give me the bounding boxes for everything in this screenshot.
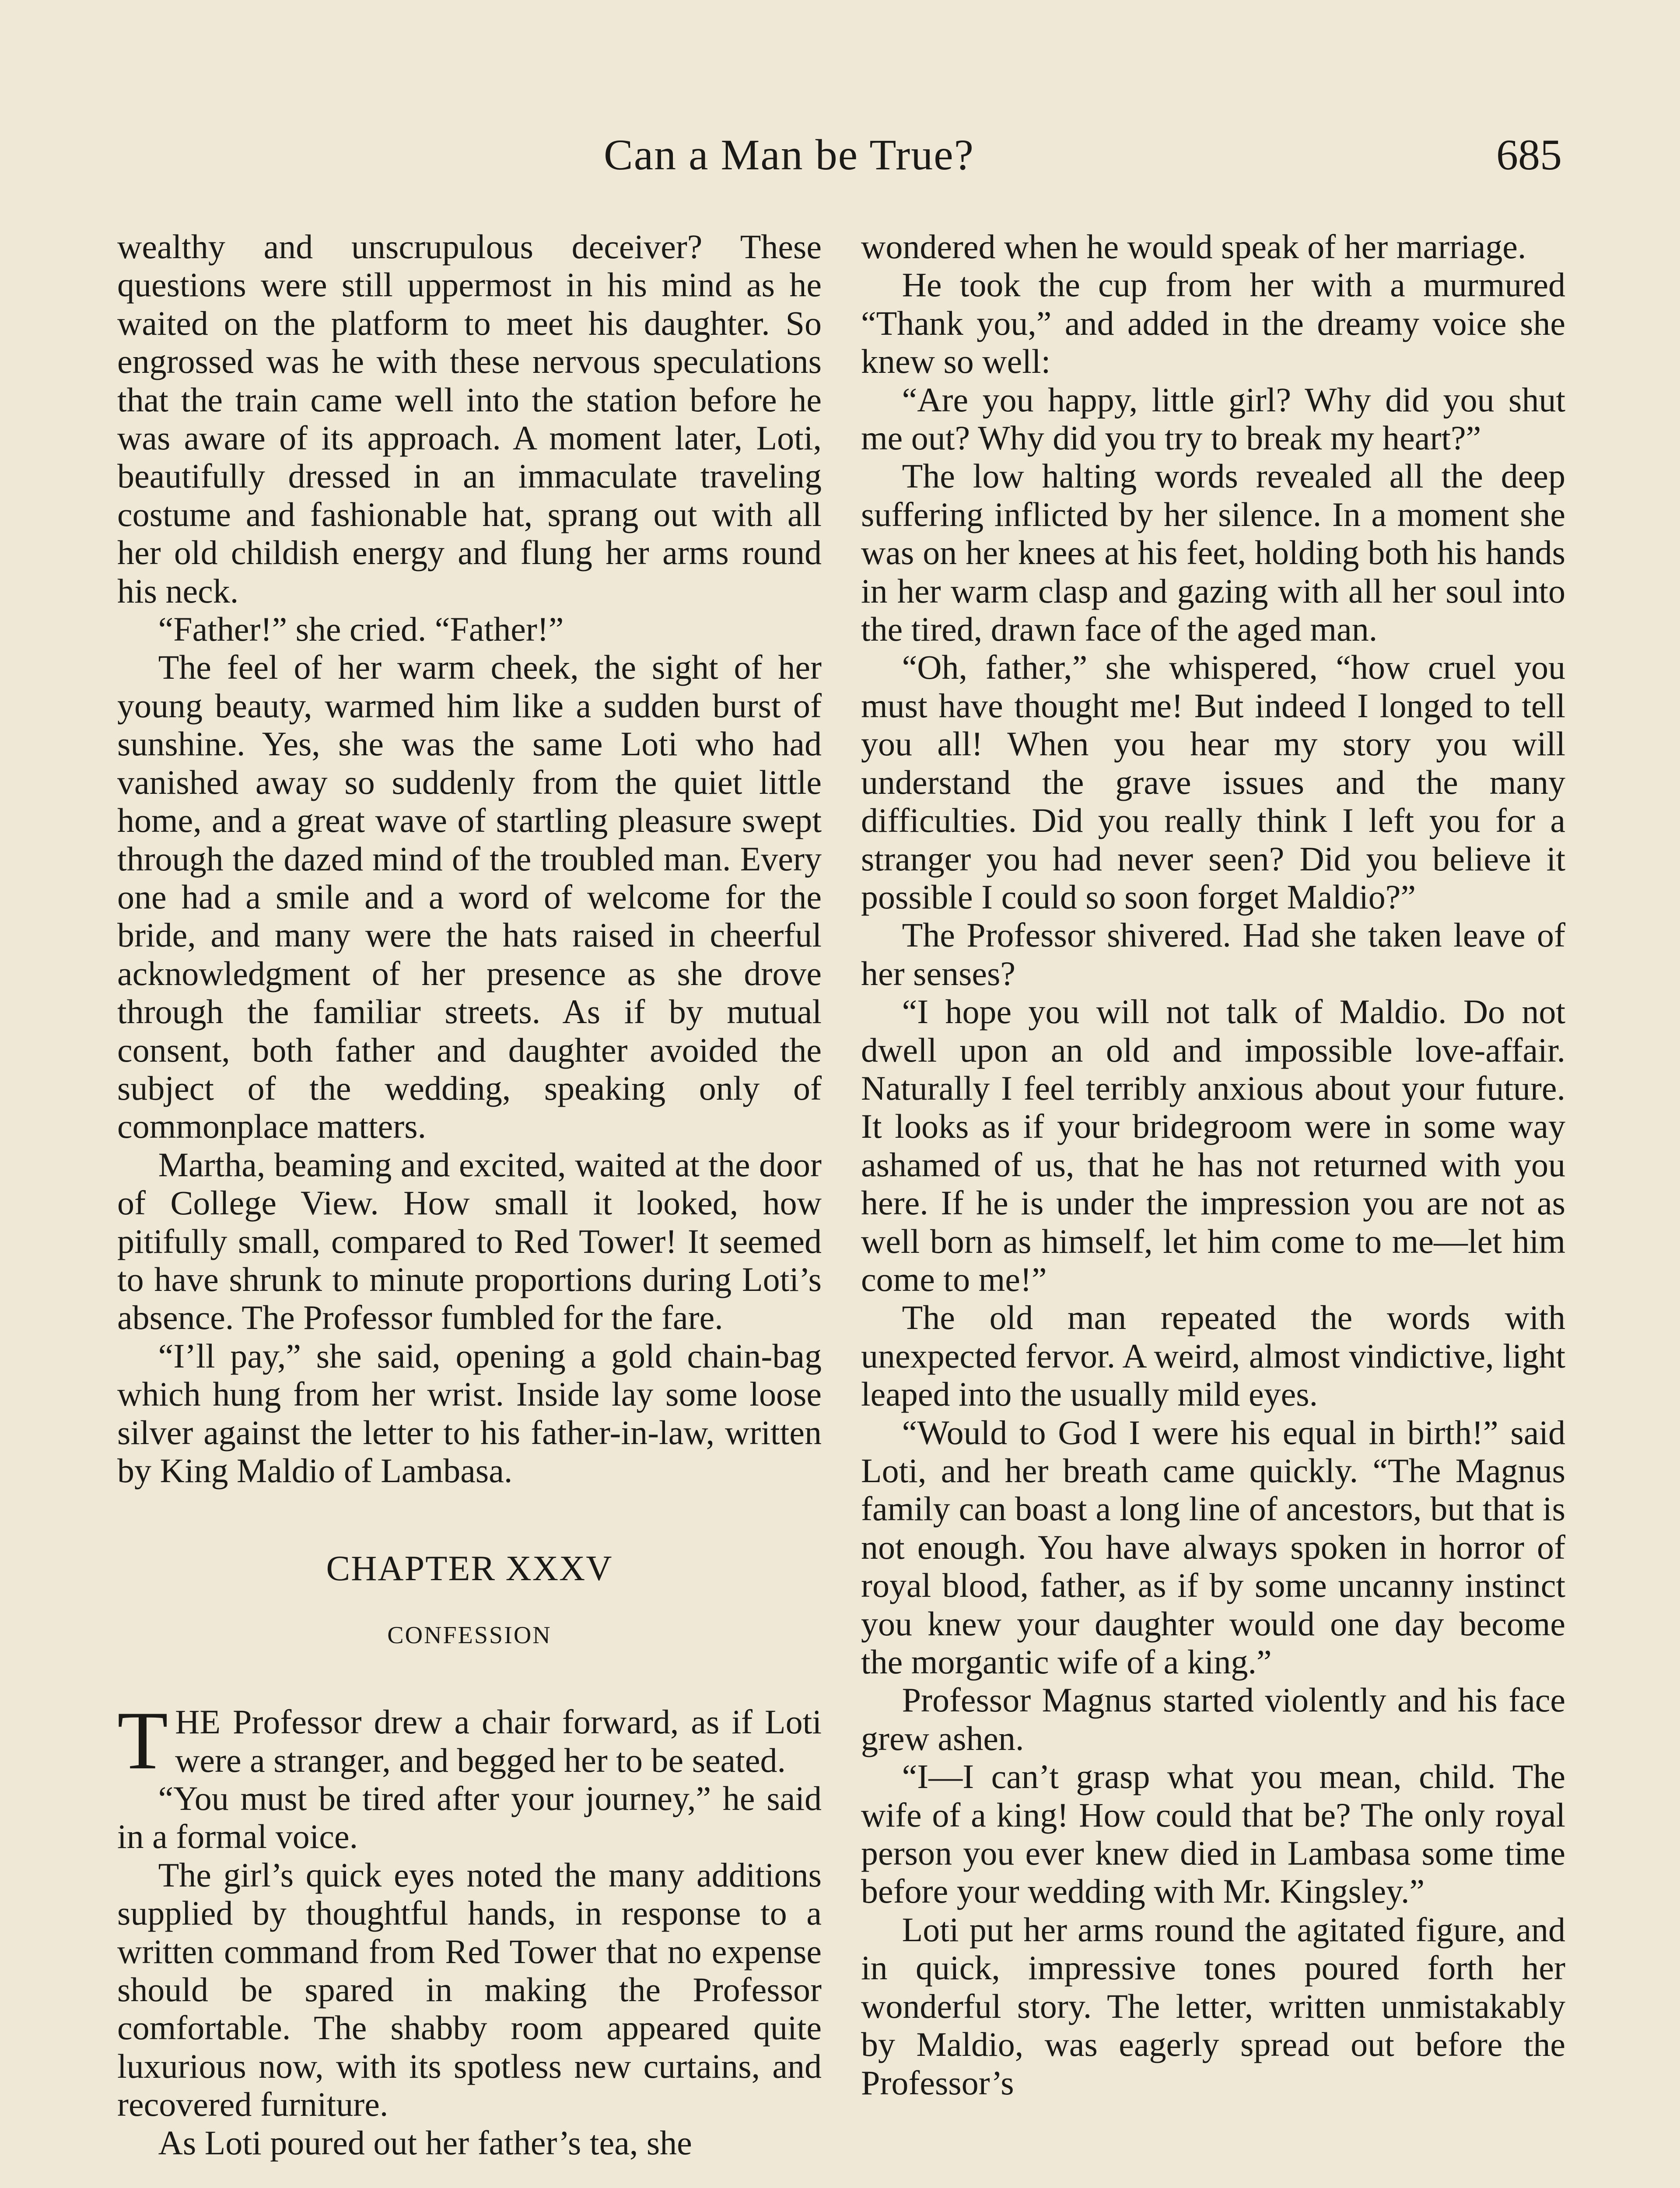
running-title: Can a Man be True? <box>604 130 974 179</box>
paragraph: “Would to God I were his equal in birth!” said Loti, and her breath came quickly. “The Magnus family can boast a long line of ancestors, but that is not enough. You have always spoken in horror of royal blood, father, as if by some uncanny instinct you knew your daughter would one day become the morgantic wife of a king.” <box>861 1413 1565 1681</box>
paragraph: “Oh, father,” she whispered, “how cruel you must have thought me! But indeed I longed to tell you all! When you hear my story you will understand the grave issues and the many difficulties. Did you really think I left you for a stranger you had never seen? Did you believe it possible I could so soon forget Maldio?” <box>861 648 1565 916</box>
paragraph: The old man repeated the words with unexpected fervor. A weird, almost vindictive, light leaped into the usually mild eyes. <box>861 1298 1565 1413</box>
paragraph: “Father!” she cried. “Father!” <box>158 610 564 649</box>
drop-cap: T <box>117 1695 168 1787</box>
paragraph: Professor Magnus started violently and his face grew ashen. <box>861 1681 1565 1757</box>
left-column <box>117 228 822 2162</box>
paragraph: “I hope you will not talk of Maldio. Do not dwell upon an old and impossible love-affair. Naturally I feel terribly anxious about your future. It looks as if your bridegroom were in some way ashamed of us, that he has not returned with you here. If he is under the impression you are not as well born as himself, let him come to me—let him come to me!” <box>861 992 1565 1298</box>
paragraph: “Are you happy, little girl? Why did you shut me out? Why did you try to break my heart?” <box>861 380 1565 457</box>
paragraph: “I’ll pay,” she said, opening a gold chain-bag which hung from her wrist. Inside lay some loose silver against the letter to his father-in-law, written by King Maldio of Lambasa. <box>117 1336 822 1490</box>
paragraph: wondered when he would speak of her marriage. <box>861 228 1526 266</box>
paragraph: Loti put her arms round the agitated figure, and in quick, impressive tones poured forth her wonderful story. The letter, written unmistakably by Maldio, was eagerly spread out before the Professor’s <box>861 1910 1565 2102</box>
page-header <box>604 130 1562 186</box>
chapter-subtitle: CONFESSION <box>387 1621 552 1649</box>
paragraph: “I—I can’t grasp what you mean, child. The wife of a king! How could that be? The only royal person you ever knew died in Lambasa some time before your wedding with Mr. Kingsley.” <box>861 1757 1565 1911</box>
paragraph: He took the cup from her with a murmured “Thank you,” and added in the dreamy voice she knew so well: <box>861 266 1565 381</box>
paragraph: The Professor shivered. Had she taken leave of her senses? <box>861 916 1565 992</box>
paragraph: As Loti poured out her father’s tea, she <box>158 2123 692 2162</box>
chapter-heading: CHAPTER XXXV <box>326 1548 613 1588</box>
paragraph: Martha, beaming and excited, waited at the door of College View. How small it looked, how pitifully small, compared to Red Tower! It seemed to have shrunk to minute proportions during Loti’s absence. The Professor fumbled for the fare. <box>117 1145 822 1337</box>
page-number: 685 <box>1496 130 1562 179</box>
paragraph: “You must be tired after your journey,” he said in a formal voice. <box>117 1779 822 1856</box>
paragraph: The low halting words revealed all the deep suffering inflicted by her silence. In a moment she was on her knees at his feet, holding both his hands in her warm clasp and gazing with all her soul into the tired, drawn face of the aged man. <box>861 457 1565 649</box>
paragraph: The feel of her warm cheek, the sight of her young beauty, warmed him like a sudden burst of sunshine. Yes, she was the same Loti who had vanished away so suddenly from the quiet little home, and a great wave of startling pleasure swept through the dazed mind of the troubled man. Every one had a smile and a word of welcome for the bride, and many were the hats raised in cheerful acknowledgment of her presence as she drove through the familiar streets. As if by mutual consent, both father and daughter avoided the subject of the wedding, speaking only of commonplace matters. <box>117 648 822 1146</box>
paragraph: wealthy and unscrupulous deceiver? These questions were still uppermost in his mind as he waited on the platform to meet his daughter. So engrossed was he with these nervous speculations that the train came well into the station before he was aware of its approach. A moment later, Loti, beautifully dressed in an immaculate traveling costume and fashionable hat, sprang out with all her old childish energy and flung her arms round his neck. <box>117 228 822 610</box>
paragraph: The girl’s quick eyes noted the many additions supplied by thoughtful hands, in response to a written command from Red Tower that no expense should be spared in making the Professor comfortable. The shabby room appeared quite luxurious now, with its spotless new curtains, and recovered furniture. <box>117 1855 822 2124</box>
chapter-opening-paragraph <box>117 1695 822 1787</box>
opening-text: HE Professor drew a chair forward, as if Loti were a stranger, and begged her to be seated. <box>175 1703 822 1779</box>
right-column <box>861 228 1565 2102</box>
